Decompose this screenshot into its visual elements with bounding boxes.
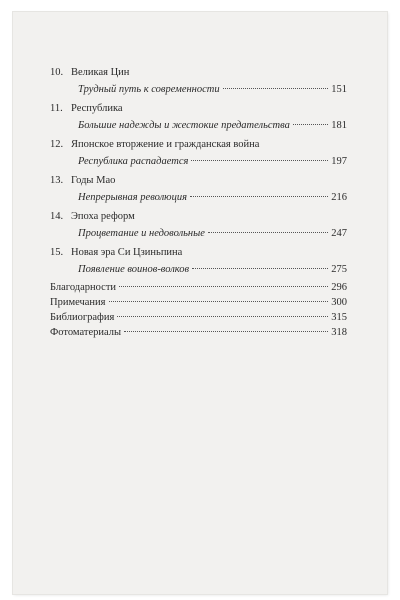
chapter-heading [50, 244, 347, 262]
page-number: 197 [331, 156, 347, 167]
toc-chapter [50, 100, 347, 136]
chapter-title: Великая Цин [71, 67, 130, 78]
toc-chapter [50, 244, 347, 280]
page-number: 181 [331, 120, 347, 131]
chapter-number: 10. [50, 67, 64, 78]
chapter-subtitle-line [50, 262, 347, 280]
page-number: 318 [331, 327, 347, 338]
extra-label: Примечания [50, 297, 106, 308]
chapter-subtitle: Непрерывная революция [78, 192, 187, 203]
chapter-heading [50, 100, 347, 118]
table-of-contents [50, 64, 347, 340]
chapter-subtitle: Появление воинов-волков [78, 264, 190, 275]
dot-leader [117, 316, 328, 317]
chapter-title: Эпоха реформ [71, 211, 135, 222]
chapter-heading [50, 208, 347, 226]
dot-leader [208, 232, 328, 233]
extra-label: Фотоматериалы [50, 327, 122, 338]
chapter-number: 15. [50, 247, 64, 258]
chapter-title: Годы Мао [71, 175, 116, 186]
chapter-subtitle-line [50, 82, 347, 100]
chapter-subtitle-line [50, 118, 347, 136]
dot-leader [109, 301, 329, 302]
chapter-heading [50, 136, 347, 154]
page-number: 151 [331, 84, 347, 95]
page-number: 216 [331, 192, 347, 203]
dot-leader [190, 196, 328, 197]
extra-label: Благодарности [50, 282, 117, 293]
dot-leader [192, 268, 328, 269]
chapter-subtitle: Большие надежды и жестокие предательства [78, 120, 290, 131]
chapter-number: 11. [50, 103, 63, 114]
chapter-subtitle: Процветание и недовольные [78, 228, 205, 239]
page-number: 300 [331, 297, 347, 308]
page-number: 315 [331, 312, 347, 323]
chapter-number: 13. [50, 175, 64, 186]
toc-chapter [50, 172, 347, 208]
chapter-number: 12. [50, 139, 64, 150]
extra-label: Библиография [50, 312, 115, 323]
chapter-title: Республика [71, 103, 123, 114]
toc-chapter [50, 64, 347, 100]
dot-leader [119, 286, 328, 287]
page-number: 275 [331, 264, 347, 275]
toc-extra-entry [50, 280, 347, 295]
chapter-title: Японское вторжение и гражданская война [71, 139, 260, 150]
chapter-number: 14. [50, 211, 64, 222]
dot-leader [191, 160, 328, 161]
chapter-subtitle-line [50, 154, 347, 172]
chapter-subtitle: Трудный путь к современности [78, 84, 220, 95]
toc-chapter [50, 136, 347, 172]
page-number: 247 [331, 228, 347, 239]
chapter-subtitle: Республика распадается [78, 156, 189, 167]
toc-extra-entry [50, 310, 347, 325]
chapter-subtitle-line [50, 226, 347, 244]
chapter-subtitle-line [50, 190, 347, 208]
dot-leader [223, 88, 329, 89]
chapter-heading [50, 172, 347, 190]
toc-extra-entry [50, 325, 347, 340]
page-number: 296 [331, 282, 347, 293]
chapter-title: Новая эра Си Цзиньпина [71, 247, 183, 258]
toc-extra-entry [50, 295, 347, 310]
chapter-heading [50, 64, 347, 82]
dot-leader [124, 331, 328, 332]
dot-leader [293, 124, 328, 125]
toc-chapter [50, 208, 347, 244]
